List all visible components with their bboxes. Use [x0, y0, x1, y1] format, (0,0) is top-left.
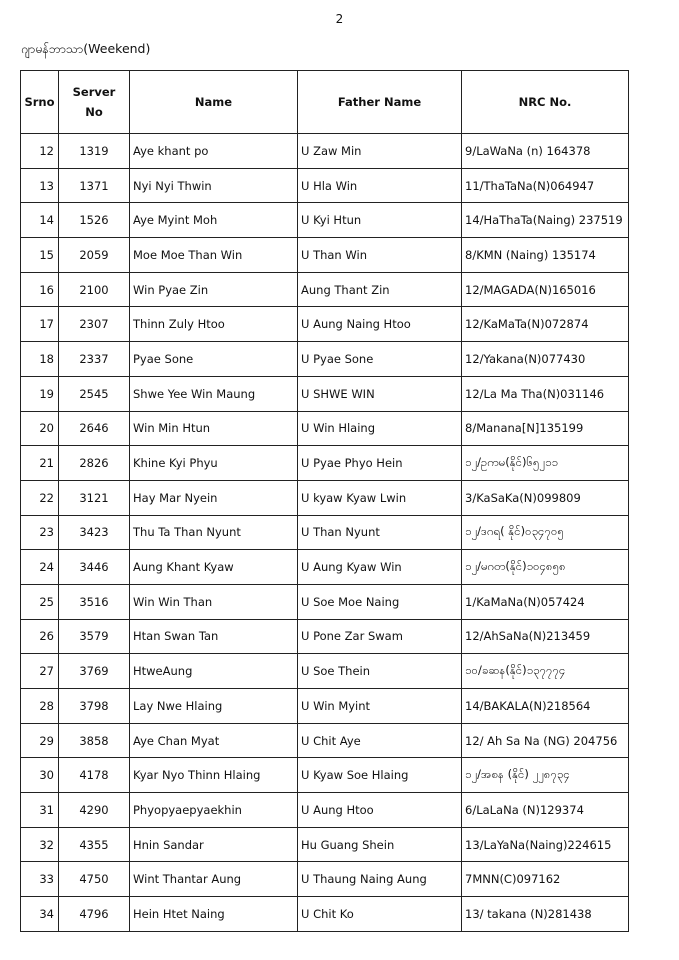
table-row: [21, 584, 629, 619]
table-row: [21, 238, 629, 273]
cell-nrc: 6/LaLaNa (N)129374: [462, 793, 629, 828]
cell-srno: 21: [21, 446, 59, 481]
page-number: 2: [335, 12, 344, 26]
cell-server-no: 4355: [59, 827, 130, 862]
cell-server-no: 3858: [59, 723, 130, 758]
cell-nrc: ၁၂/အစန (နိုင်) ၂၂၈၇၃၄: [462, 758, 629, 793]
cell-name: Khine Kyi Phyu: [130, 446, 298, 481]
cell-server-no: 2307: [59, 307, 130, 342]
cell-server-no: 2545: [59, 376, 130, 411]
cell-srno: 25: [21, 584, 59, 619]
header-server-no-line1: Server: [72, 85, 116, 99]
cell-srno: 17: [21, 307, 59, 342]
cell-name: Shwe Yee Win Maung: [130, 376, 298, 411]
cell-nrc: ၁၂/ဒဂရ( နိုင်)၀၃၄၇၀၅: [462, 515, 629, 550]
cell-nrc: 14/HaThaTa(Naing) 237519: [462, 203, 629, 238]
cell-srno: 27: [21, 654, 59, 689]
cell-father-name: Hu Guang Shein: [298, 827, 462, 862]
cell-srno: 20: [21, 411, 59, 446]
cell-server-no: 3516: [59, 584, 130, 619]
cell-srno: 23: [21, 515, 59, 550]
header-srno: Srno: [21, 71, 59, 134]
cell-nrc: 8/Manana[N]135199: [462, 411, 629, 446]
header-father-name: Father Name: [298, 71, 462, 134]
table-row: [21, 550, 629, 585]
table-row: [21, 515, 629, 550]
header-nrc: NRC No.: [462, 71, 629, 134]
cell-nrc: 12/AhSaNa(N)213459: [462, 619, 629, 654]
table-row: [21, 342, 629, 377]
cell-father-name: U Win Hlaing: [298, 411, 462, 446]
cell-nrc: 1/KaMaNa(N)057424: [462, 584, 629, 619]
table-row: [21, 689, 629, 724]
cell-father-name: U Than Nyunt: [298, 515, 462, 550]
cell-srno: 28: [21, 689, 59, 724]
cell-server-no: 4290: [59, 793, 130, 828]
header-server-no: [59, 71, 130, 134]
cell-server-no: 4796: [59, 897, 130, 932]
cell-server-no: 2646: [59, 411, 130, 446]
cell-father-name: U Aung Naing Htoo: [298, 307, 462, 342]
cell-server-no: 1371: [59, 168, 130, 203]
cell-nrc: 12/KaMaTa(N)072874: [462, 307, 629, 342]
cell-father-name: U Thaung Naing Aung: [298, 862, 462, 897]
cell-server-no: 1319: [59, 134, 130, 169]
cell-srno: 24: [21, 550, 59, 585]
cell-srno: 15: [21, 238, 59, 273]
header-server-no-line2: No: [85, 105, 103, 119]
cell-srno: 32: [21, 827, 59, 862]
cell-server-no: 2826: [59, 446, 130, 481]
cell-name: Thinn Zuly Htoo: [130, 307, 298, 342]
cell-name: Kyar Nyo Thinn Hlaing: [130, 758, 298, 793]
cell-nrc: 14/BAKALA(N)218564: [462, 689, 629, 724]
cell-srno: 18: [21, 342, 59, 377]
cell-name: Win Min Htun: [130, 411, 298, 446]
cell-name: Win Win Than: [130, 584, 298, 619]
table-row: [21, 168, 629, 203]
cell-name: Aye khant po: [130, 134, 298, 169]
cell-name: Thu Ta Than Nyunt: [130, 515, 298, 550]
cell-name: Hein Htet Naing: [130, 897, 298, 932]
table-header-row: [21, 71, 629, 134]
roster-table: [20, 70, 629, 932]
cell-server-no: 3446: [59, 550, 130, 585]
cell-server-no: 2100: [59, 272, 130, 307]
cell-name: Aung Khant Kyaw: [130, 550, 298, 585]
cell-srno: 22: [21, 480, 59, 515]
cell-name: Win Pyae Zin: [130, 272, 298, 307]
cell-name: Phyopyaepyaekhin: [130, 793, 298, 828]
cell-nrc: 12/Yakana(N)077430: [462, 342, 629, 377]
cell-father-name: U SHWE WIN: [298, 376, 462, 411]
cell-father-name: U Kyi Htun: [298, 203, 462, 238]
cell-srno: 19: [21, 376, 59, 411]
cell-name: Hay Mar Nyein: [130, 480, 298, 515]
cell-server-no: 4750: [59, 862, 130, 897]
cell-father-name: U Chit Ko: [298, 897, 462, 932]
cell-father-name: U Aung Kyaw Win: [298, 550, 462, 585]
cell-nrc: ၁၂/ဥကမ(နိုင်)၆၅၂၁၁: [462, 446, 629, 481]
cell-father-name: U Hla Win: [298, 168, 462, 203]
table-row: [21, 480, 629, 515]
table-row: [21, 134, 629, 169]
table-row: [21, 654, 629, 689]
table-row: [21, 619, 629, 654]
cell-srno: 31: [21, 793, 59, 828]
cell-name: Hnin Sandar: [130, 827, 298, 862]
cell-father-name: U Chit Aye: [298, 723, 462, 758]
cell-srno: 34: [21, 897, 59, 932]
cell-server-no: 3423: [59, 515, 130, 550]
cell-name: HtweAung: [130, 654, 298, 689]
cell-father-name: U Pone Zar Swam: [298, 619, 462, 654]
cell-father-name: U Pyae Sone: [298, 342, 462, 377]
cell-nrc: 9/LaWaNa (n) 164378: [462, 134, 629, 169]
table-body: [21, 134, 629, 932]
table-row: [21, 272, 629, 307]
table-row: [21, 723, 629, 758]
cell-server-no: 2337: [59, 342, 130, 377]
cell-server-no: 4178: [59, 758, 130, 793]
cell-nrc: ၁၀/ခဆန(နိုင်)၁၃၇၇၇၄: [462, 654, 629, 689]
cell-nrc: 13/ takana (N)281438: [462, 897, 629, 932]
cell-srno: 33: [21, 862, 59, 897]
cell-name: Nyi Nyi Thwin: [130, 168, 298, 203]
table-row: [21, 897, 629, 932]
cell-nrc: 13/LaYaNa(Naing)224615: [462, 827, 629, 862]
cell-nrc: 7MNN(C)097162: [462, 862, 629, 897]
table-row: [21, 827, 629, 862]
cell-father-name: U Zaw Min: [298, 134, 462, 169]
table-row: [21, 411, 629, 446]
cell-name: Aye Chan Myat: [130, 723, 298, 758]
cell-name: Htan Swan Tan: [130, 619, 298, 654]
header-name: Name: [130, 71, 298, 134]
table-row: [21, 307, 629, 342]
table-row: [21, 793, 629, 828]
cell-name: Pyae Sone: [130, 342, 298, 377]
document-heading: ဂျာမန်ဘာသာ(Weekend): [21, 41, 151, 56]
cell-father-name: U Soe Thein: [298, 654, 462, 689]
cell-srno: 14: [21, 203, 59, 238]
cell-nrc: 12/MAGADA(N)165016: [462, 272, 629, 307]
cell-father-name: U Than Win: [298, 238, 462, 273]
cell-server-no: 3798: [59, 689, 130, 724]
cell-nrc: 3/KaSaKa(N)099809: [462, 480, 629, 515]
table-row: [21, 862, 629, 897]
cell-nrc: 11/ThaTaNa(N)064947: [462, 168, 629, 203]
cell-nrc: 12/La Ma Tha(N)031146: [462, 376, 629, 411]
table-row: [21, 376, 629, 411]
cell-father-name: U kyaw Kyaw Lwin: [298, 480, 462, 515]
cell-father-name: U Kyaw Soe Hlaing: [298, 758, 462, 793]
cell-srno: 12: [21, 134, 59, 169]
cell-server-no: 3769: [59, 654, 130, 689]
cell-server-no: 3579: [59, 619, 130, 654]
cell-name: Moe Moe Than Win: [130, 238, 298, 273]
cell-name: Aye Myint Moh: [130, 203, 298, 238]
cell-name: Wint Thantar Aung: [130, 862, 298, 897]
cell-father-name: U Soe Moe Naing: [298, 584, 462, 619]
cell-nrc: 8/KMN (Naing) 135174: [462, 238, 629, 273]
cell-nrc: 12/ Ah Sa Na (NG) 204756: [462, 723, 629, 758]
cell-father-name: U Aung Htoo: [298, 793, 462, 828]
cell-father-name: U Win Myint: [298, 689, 462, 724]
cell-srno: 30: [21, 758, 59, 793]
cell-father-name: Aung Thant Zin: [298, 272, 462, 307]
cell-server-no: 2059: [59, 238, 130, 273]
cell-server-no: 3121: [59, 480, 130, 515]
cell-server-no: 1526: [59, 203, 130, 238]
cell-father-name: U Pyae Phyo Hein: [298, 446, 462, 481]
cell-name: Lay Nwe Hlaing: [130, 689, 298, 724]
table-row: [21, 446, 629, 481]
cell-srno: 26: [21, 619, 59, 654]
cell-nrc: ၁၂/မဂတ(နိုင်)၁၀၄၈၅၈: [462, 550, 629, 585]
cell-srno: 29: [21, 723, 59, 758]
cell-srno: 16: [21, 272, 59, 307]
cell-srno: 13: [21, 168, 59, 203]
table-row: [21, 203, 629, 238]
table-row: [21, 758, 629, 793]
